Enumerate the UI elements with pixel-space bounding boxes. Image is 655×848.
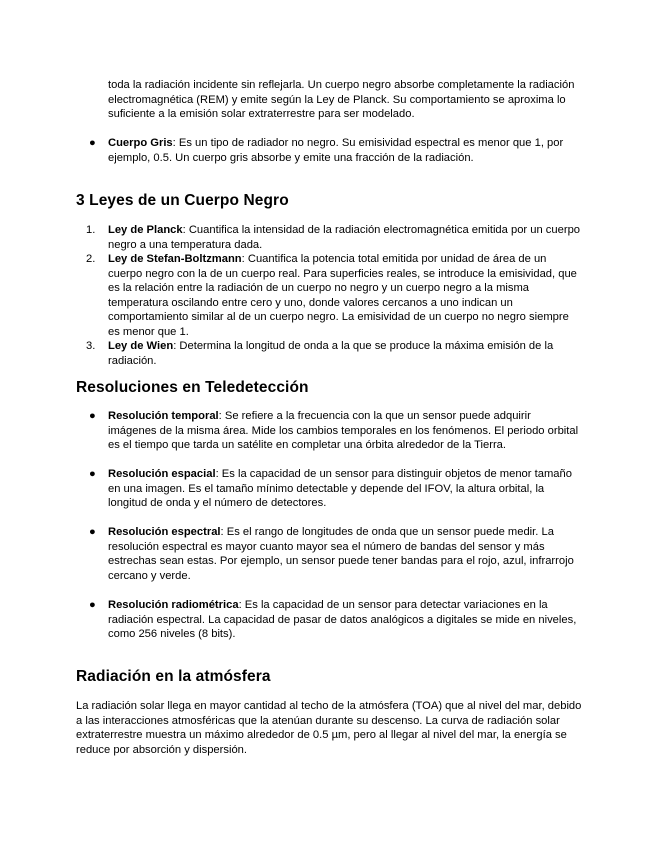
term: Resolución espacial — [108, 468, 216, 480]
atmosphere-paragraph: La radiación solar llega en mayor cantidad al techo de la atmósfera (TOA) que al nivel del mar, debido a las interacciones atmosféricas que la atenúan durante su descenso. La curva de radiación solar extraterrestre muestra un máximo alrededor de 0.5 µm, pero al llegar al nivel del mar, la energía se reduce por absorción y dispersión. — [76, 700, 582, 756]
list-item-planck: 1. Ley de Planck: Cuantifica la intensidad de la radiación electromagnética emitida por un cuerpo negro a una temperatura dada. — [86, 224, 581, 251]
list-item-gray-body — [89, 136, 582, 165]
bullet-icon: ● — [89, 526, 96, 538]
heading-atmosphere: Radiación en la atmósfera — [76, 668, 271, 685]
list-item-stefan-boltzmann: 2. Ley de Stefan-Boltzmann: Cuantifica la potencia total emitida por unidad de área de un cuerpo negro con la de un cuerpo real. Para superficies reales, se introduce la emisividad, que es la relación entre la radiación de un cuerpo no negro y un cuerpo negro a la misma temperatura oscilando entre cero y uno, donde valores cercanos a uno indican un comportamiento similar al de un cuerpo negro. La emisividad de un cuerpo no negro siempre es menor que 1. — [86, 253, 577, 338]
term: Ley de Stefan-Boltzmann — [108, 253, 242, 265]
list-item-espacial: ● Resolución espacial: Es la capacidad de un sensor para distinguir objetos de menor tamaño en una imagen. Es el tamaño mínimo detectable y depende del IFOV, la altura orbital, la longitud de onda y el número de detectores. — [89, 468, 572, 509]
bullet-icon: ● — [89, 137, 96, 149]
term: Cuerpo Gris — [108, 137, 173, 149]
term: Resolución temporal — [108, 410, 219, 422]
term: Resolución espectral — [108, 526, 221, 538]
term: Ley de Planck — [108, 224, 183, 236]
term: Resolución radiométrica — [108, 599, 239, 611]
list-item-radiometrica: ● Resolución radiométrica: Es la capacidad de un sensor para detectar variaciones en la radiación espectral. La capacidad de pasar de datos analógicos a digitales se mide en niveles, como 256 niveles (8 bits). — [89, 599, 577, 640]
list-item-text: Cuerpo Gris: Es un tipo de radiador no negro. Su emisividad espectral es menor que 1, por ejemplo, 0.5. Un cuerpo gris absorbe y emite una fracción de la radiación. — [108, 137, 564, 164]
bullet-icon: ● — [89, 410, 96, 422]
bullet-icon: ● — [89, 599, 96, 611]
heading-resolutions: Resoluciones en Teledetección — [76, 379, 309, 396]
heading-laws: 3 Leyes de un Cuerpo Negro — [76, 192, 289, 209]
list-item-temporal: ● Resolución temporal: Se refiere a la frecuencia con la que un sensor puede adquirir imágenes de la misma área. Mide los cambios temporales en los fenómenos. El periodo orbital es el tiempo que tarda un satélite en completar una órbita alrededor de la Tierra. — [89, 410, 579, 451]
list-number: 1. — [86, 224, 96, 236]
list-item-wien: 3. Ley de Wien: Determina la longitud de onda a la que se produce la máxima emisión de la radiación. — [86, 340, 554, 367]
list-number: 3. — [86, 340, 96, 352]
term: Ley de Wien — [108, 340, 174, 352]
bullet-icon: ● — [89, 468, 96, 480]
list-number: 2. — [86, 253, 96, 265]
list-item-espectral: ● Resolución espectral: Es el rango de longitudes de onda que un sensor puede medir. La resolución espectral es mayor cuanto mayor sea el número de bandas del sensor y más estrechas sean estas. Por ejemplo, un sensor puede tener bandas para el rojo, azul, infrarrojo cercano y verde. — [89, 526, 574, 582]
intro-continuation: toda la radiación incidente sin reflejarla. Un cuerpo negro absorbe completamente la radiación electromagnética (REM) y emite según la Ley de Planck. Su comportamiento se aproxima lo suficiente a la emisión solar extraterrestre para ser modelado. — [108, 79, 575, 120]
